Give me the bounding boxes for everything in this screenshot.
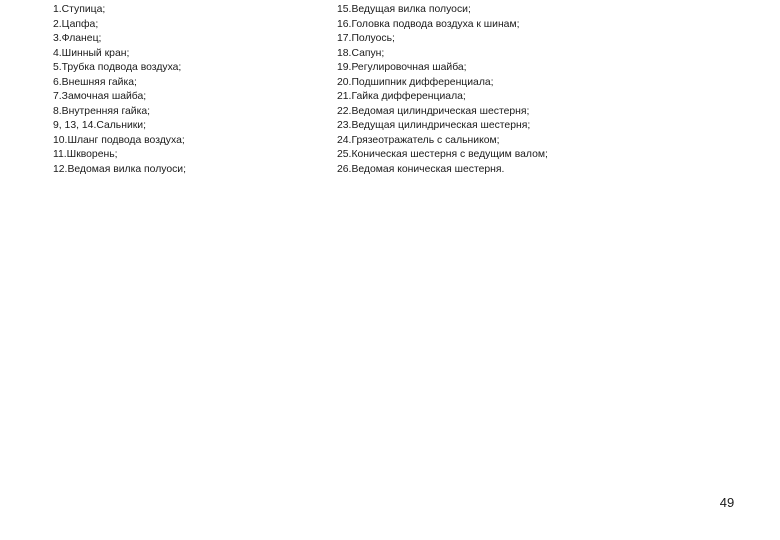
legend-item: 8.Внутренняя гайка; xyxy=(53,105,151,117)
legend-item: 2.Цапфа; xyxy=(53,18,99,30)
legend-item: 5.Трубка подвода воздуха; xyxy=(53,62,182,73)
legend-item: 21.Гайка дифференциала; xyxy=(337,91,466,102)
legend-item: 4.Шинный кран; xyxy=(53,47,130,59)
legend-item: 23.Ведущая цилиндрическая шестерня; xyxy=(337,120,531,131)
legend-item: 7.Замочная шайба; xyxy=(53,91,147,102)
legend-item: 9, 13, 14.Сальники; xyxy=(53,120,146,131)
legend-item: 17.Полуось; xyxy=(337,33,395,44)
legend-item: 11.Шкворень; xyxy=(53,149,118,160)
page-number: 49 xyxy=(719,495,735,510)
legend-item: 6.Внешняя гайка; xyxy=(53,76,137,88)
legend-item: 1.Ступица; xyxy=(53,4,106,15)
legend-item: 26.Ведомая коническая шестерня. xyxy=(337,163,505,175)
legend-item: 16.Головка подвода воздуха к шинам; xyxy=(337,18,520,30)
legend-item: 12.Ведомая вилка полуоси; xyxy=(53,163,187,175)
legend-item: 10.Шланг подвода воздуха; xyxy=(53,134,185,146)
legend-item: 24.Грязеотражатель с сальником; xyxy=(337,134,500,146)
legend-item: 22.Ведомая цилиндрическая шестерня; xyxy=(337,105,530,117)
legend-item: 18.Сапун; xyxy=(337,47,385,59)
legend-item: 20.Подшипник дифференциала; xyxy=(337,76,494,88)
parts-legend-left-column xyxy=(53,3,303,177)
legend-item: 15.Ведущая вилка полуоси; xyxy=(337,4,471,15)
legend-item: 19.Регулировочная шайба; xyxy=(337,62,467,73)
parts-legend-right-column xyxy=(337,3,757,177)
legend-item: 3.Фланец; xyxy=(53,33,102,44)
legend-item: 25.Коническая шестерня с ведущим валом; xyxy=(337,149,548,160)
